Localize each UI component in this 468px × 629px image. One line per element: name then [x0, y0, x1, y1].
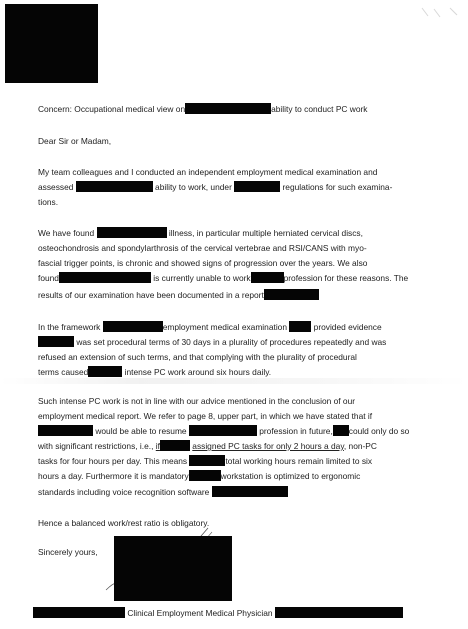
corner-mark [420, 6, 460, 20]
text-run: illness, in particular multiple herniated cervical discs, [168, 228, 363, 238]
text-run: In the framework [38, 322, 101, 332]
redaction-bar [234, 181, 280, 192]
text-run: employment medical examination [162, 322, 287, 332]
paragraph-1-line-2 [38, 180, 392, 194]
paragraph-1-line-3: tions. [38, 197, 59, 207]
redaction-bar [264, 289, 319, 300]
text-run: results of our examination have been documented in a report [38, 290, 264, 300]
redaction-bar [38, 336, 74, 347]
text-run: was set procedural terms of 30 days in a plurality of procedures repeatedly and was [76, 337, 387, 347]
text-run: with significant restrictions, i.e., [38, 441, 154, 451]
text-run: ability to work, under [155, 182, 232, 192]
redaction-bar [189, 470, 221, 481]
text-run: regulations for such examina- [282, 182, 393, 192]
text-run: found [38, 273, 59, 283]
paragraph-4-line-5 [38, 454, 372, 468]
redaction-bar [59, 272, 151, 283]
redaction-bar [333, 425, 349, 436]
signature-title: Clinical Employment Medical Physician [127, 608, 273, 618]
paragraph-2-line-3: fascial trigger points, is chronic and showed signs of progression over the years. We also [38, 258, 368, 268]
redaction-bar [189, 425, 257, 436]
paragraph-2-line-4 [38, 271, 408, 285]
text-run: could only do so [348, 426, 410, 436]
text-run: hours a day. Furthermore it is mandatory [38, 471, 189, 481]
text-run: We have found [38, 228, 95, 238]
paragraph-4-line-3 [38, 424, 409, 438]
paragraph-2-line-5 [38, 288, 319, 302]
redaction-bar [251, 272, 284, 283]
paragraph-3-line-3: refused an extension of such terms, and that complying with the plurality of procedural [38, 352, 357, 362]
redaction-bar [189, 455, 225, 466]
salutation: Dear Sir or Madam, [38, 136, 112, 146]
paragraph-4-line-2: employment medical report. We refer to page 8, upper part, in which we have stated that if [38, 411, 373, 421]
paragraph-4-line-1: Such intense PC work is not in line with our advice mentioned in the conclusion of our [38, 396, 356, 406]
paragraph-3-line-4 [38, 365, 271, 379]
paragraph-3-line-2 [38, 335, 386, 349]
paragraph-4-line-4 [38, 439, 377, 453]
text-run: standards including voice recognition software [38, 487, 210, 497]
text-run: would be able to resume [95, 426, 187, 436]
redaction-bar [76, 181, 153, 192]
paragraph-5: Hence a balanced work/rest ratio is obligatory. [38, 518, 210, 528]
text-run: intense PC work around six hours daily. [124, 367, 272, 377]
text-run: is currently unable to work [153, 273, 251, 283]
text-run: terms caused [38, 367, 89, 377]
redacted-letterhead-logo [5, 4, 98, 83]
paragraph-2-line-1 [38, 226, 363, 240]
redaction-bar [38, 425, 93, 436]
paragraph-1-line-1: My team colleagues and I conducted an independent employment medical examination and [38, 167, 378, 177]
text-run: workstation is optimized to ergonomic [220, 471, 361, 481]
redaction-bar [289, 321, 311, 332]
redaction-bar [33, 607, 125, 618]
concern-suffix: ability to conduct PC work [271, 104, 368, 114]
text-run: , non-PC [343, 441, 377, 451]
redaction-bar [212, 486, 288, 497]
redacted-signature [114, 536, 232, 601]
redaction-bar [88, 366, 122, 377]
redaction-bar [275, 607, 403, 618]
paragraph-4-line-6 [38, 469, 360, 483]
scan-streak [0, 378, 468, 384]
signature-title-line [33, 606, 403, 620]
paragraph-2-line-2: osteochondrosis and spondylarthrosis of the cervical vertebrae and RSI/CANS with myo- [38, 243, 367, 253]
concern-prefix: Concern: Occupational medical view on [38, 104, 186, 114]
paragraph-4-line-7 [38, 485, 288, 499]
concern-line [38, 102, 367, 116]
underlined-text: assigned PC tasks for only 2 hours a day [192, 441, 344, 451]
redaction-bar [185, 103, 271, 114]
underlined-text: if [155, 441, 160, 451]
text-run: total working hours remain limited to six [225, 456, 373, 466]
redaction-bar [97, 227, 167, 238]
text-run: profession for these reasons. The [283, 273, 409, 283]
paragraph-3-line-1 [38, 320, 382, 334]
text-run: profession in future, [259, 426, 333, 436]
closing: Sincerely yours, [38, 547, 98, 557]
redaction-bar [160, 440, 190, 451]
text-run: tasks for four hours per day. This means [38, 456, 188, 466]
text-run: assessed [38, 182, 74, 192]
text-run: provided evidence [313, 322, 382, 332]
redaction-bar [103, 321, 163, 332]
